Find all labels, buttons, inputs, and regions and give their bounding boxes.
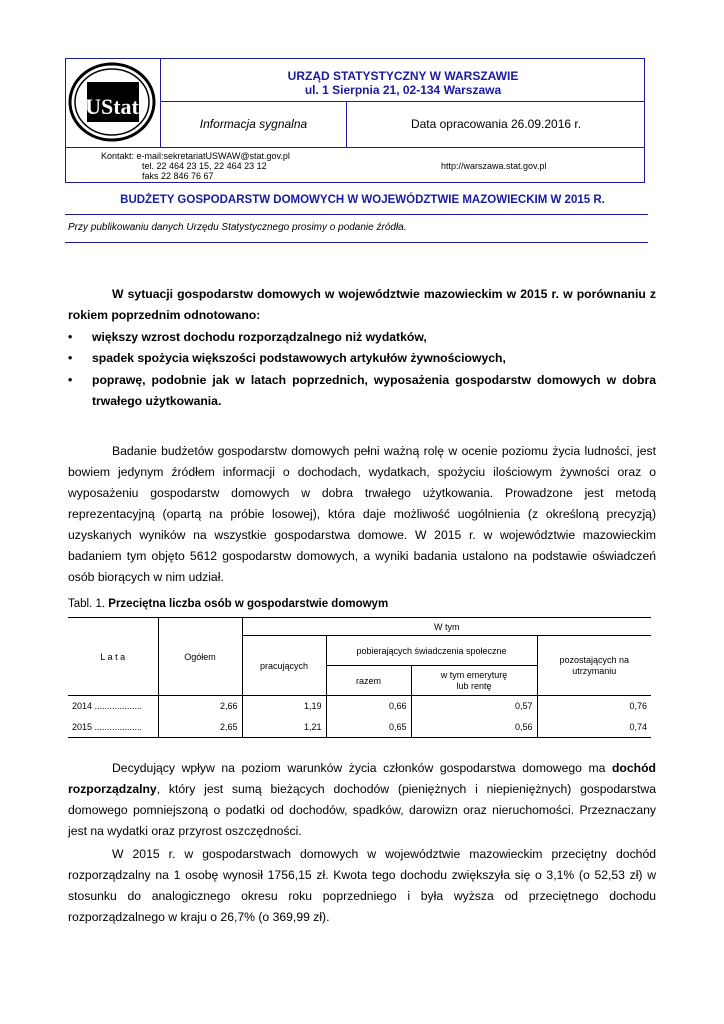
office-address: ul. 1 Sierpnia 21, 02-134 Warszawa <box>304 83 502 97</box>
cell-razem: 0,65 <box>326 717 411 738</box>
office-name: URZĄD STATYSTYCZNY W WARSZAWIE <box>287 69 519 83</box>
bullet-icon: • <box>68 351 73 365</box>
header-lata: L a t a <box>68 618 158 696</box>
citation-note: Przy publikowaniu danych Urzędu Statystycznego prosimy o podanie źródła. <box>68 222 407 233</box>
contact-fax: faks 22 846 76 67 <box>142 171 214 181</box>
household-size-table <box>68 617 651 738</box>
cell-pracujacych: 1,21 <box>242 717 326 738</box>
header-pobierajacych: pobierających świadczenia społeczne <box>326 636 537 666</box>
doc-type: Informacja sygnalna <box>161 102 347 147</box>
header-emerytura: w tym emeryturę lub rentę <box>411 666 537 696</box>
cell-pozostajacych: 0,76 <box>537 696 651 717</box>
paragraph-survey: Badanie budżetów gospodarstw domowych pełni ważną rolę w ocenie poziomu życia ludności, jest bowiem jedynym źródłem informacji o dochodach, wydatkach, spożyciu ilościowym żywności oraz o wyposażeniu gospodarstw domowych w dobra trwałego użytkowania. Prowadzone jest metodą reprezentacyjną (opartą na próbie losowej), która daje możliwość uogólnienia (z określoną precyzją) uzyskanych wyników na wszystkie gospodarstwa domowe. W 2015 r. w województwie mazowieckim badaniem tym objęto 5612 gospodarstw domowych, a wyniki badania ustalono na podstawie oświadczeń osób biorących w nim udział. <box>68 444 656 584</box>
table-caption: Tabl. 1. Przeciętna liczba osób w gospodarstwie domowym <box>68 598 389 610</box>
header-pracujacych: pracujących <box>242 636 326 696</box>
website-link[interactable]: http://warszawa.stat.gov.pl <box>441 161 547 171</box>
contact-email: Kontakt: e-mail:sekretariatUSWAW@stat.gov.pl <box>101 151 290 161</box>
bullet-icon: • <box>68 373 73 387</box>
cell-razem: 0,66 <box>326 696 411 717</box>
summary-bullet: • większy wzrost dochodu rozporządzalnego niż wydatków, <box>68 327 656 348</box>
contact-phone: tel. 22 464 23 15, 22 464 23 12 <box>142 161 267 171</box>
document-title: BUDŻETY GOSPODARSTW DOMOWYCH W WOJEWÓDZTWIE MAZOWIECKIM W 2015 R. <box>120 194 605 206</box>
summary-intro: W sytuacji gospodarstw domowych w województwie mazowieckim w 2015 r. w porównaniu z rokiem poprzednim odnotowano: <box>68 287 656 322</box>
summary-bullet: • poprawę, podobnie jak w latach poprzednich, wyposażenia gospodarstw domowych w dobra trwałego użytkowania. <box>68 370 656 412</box>
paragraph-income-2015: W 2015 r. w gospodarstwach domowych w województwie mazowieckim przeciętny dochód rozporządzalny na 1 osobę wynosił 1756,15 zł. Kwota tego dochodu zwiększyła się o 3,1% (o 52,53 zł) w stosunku do analogicznego okresu roku poprzedniego i była wyższa od przeciętnego dochodu rozporządzalnego w kraju o 26,7% (o 369,99 zł). <box>68 847 656 924</box>
title-rule <box>65 214 648 215</box>
logo-text: UStat <box>85 94 139 119</box>
table-row <box>68 696 651 717</box>
cell-emerytura: 0,57 <box>411 696 537 717</box>
cell-year: 2014 ................... <box>68 696 158 717</box>
header-pozostajacych: pozostających na utrzymaniu <box>537 636 651 696</box>
header-w-tym: W tym <box>242 618 651 636</box>
note-rule <box>65 242 648 243</box>
table-row <box>68 717 651 738</box>
ustat-logo <box>65 58 159 145</box>
cell-ogolem: 2,66 <box>158 696 242 717</box>
paragraph-disposable-income: Decydujący wpływ na poziom warunków życia członków gospodarstwa domowego ma dochód rozporządzalny, który jest sumą bieżących dochodów (pieniężnych i niepieniężnych) gospodarstwa domowego pomniejszoną o podatki od dochodów, spadków, darowizn oraz nieruchomości. Przeznaczany jest na wydatki oraz przyrost oszczędności. <box>68 761 656 838</box>
bullet-icon: • <box>68 330 73 344</box>
summary-bullet: • spadek spożycia większości podstawowych artykułów żywnościowych, <box>68 348 656 369</box>
cell-emerytura: 0,56 <box>411 717 537 738</box>
header-ogolem: Ogółem <box>158 618 242 696</box>
office-heading <box>161 58 645 102</box>
cell-pozostajacych: 0,74 <box>537 717 651 738</box>
prepared-date: Data opracowania 26.09.2016 r. <box>410 117 582 131</box>
cell-year: 2015 ................... <box>68 717 158 738</box>
cell-ogolem: 2,65 <box>158 717 242 738</box>
header-razem: razem <box>326 666 411 696</box>
cell-pracujacych: 1,19 <box>242 696 326 717</box>
logo-cell <box>65 58 161 147</box>
